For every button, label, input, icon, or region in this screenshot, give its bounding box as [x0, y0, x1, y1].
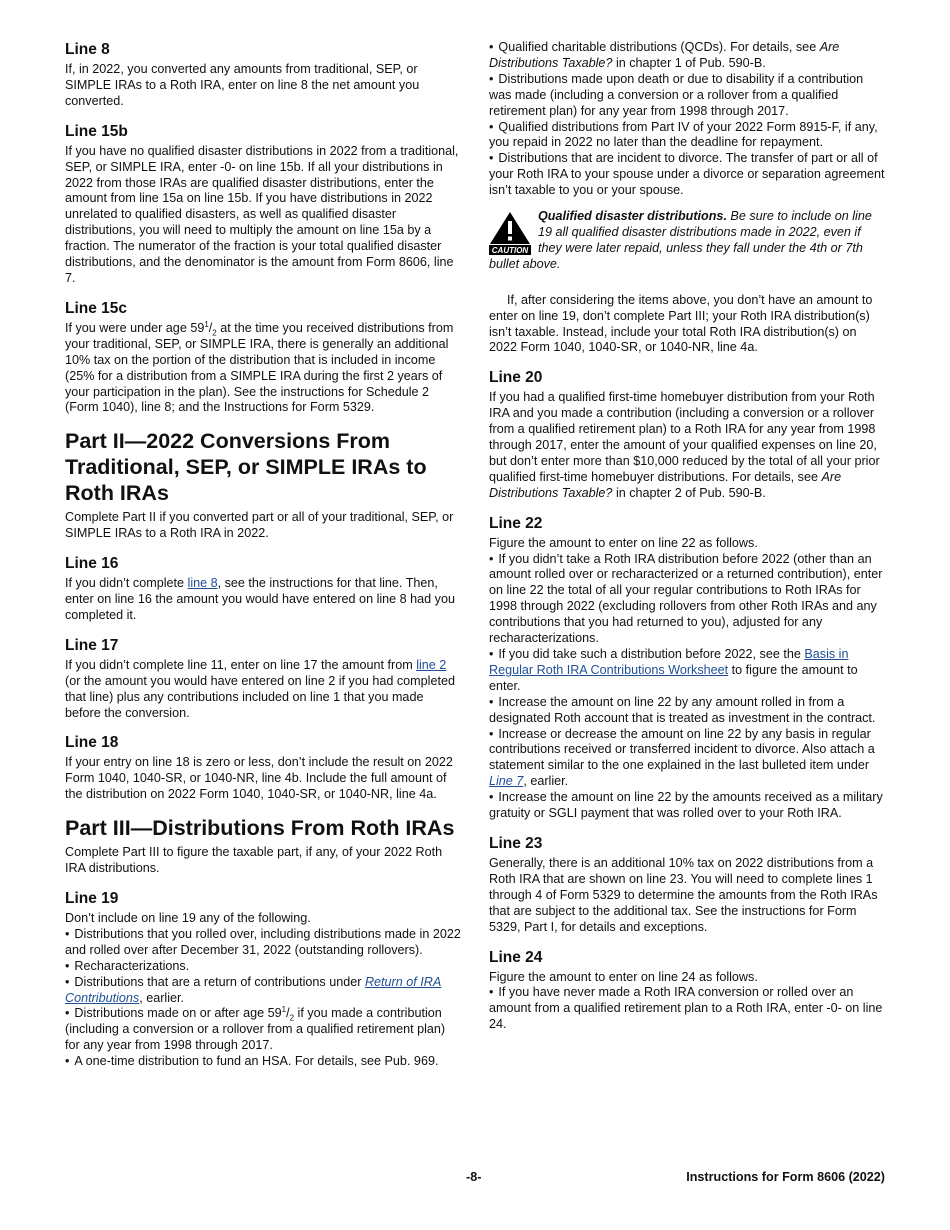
caution-text: Be sure to include on line 19 all qualified disaster distributions made in 2022, even if they were later repaid, unless they fall under the 4th or 7th bullet above.	[489, 209, 872, 271]
bullet-line-19-5: • A one-time distribution to fund an HSA. For details, see Pub. 969.	[65, 1054, 461, 1070]
heading-line-15b: Line 15b	[65, 122, 128, 140]
caution-icon	[489, 211, 531, 255]
text-line-16-pre: If you didn’t complete	[65, 576, 188, 591]
fraction-numerator-2: 1	[281, 1005, 287, 1015]
caution-icon-label: CAUTION	[491, 246, 529, 256]
text-line-15b: If you have no qualified disaster distributions in 2022 from a traditional, SEP, or SIMPLE IRA, enter -0- on line 15b. If all your distributions in 2022 from those IRAs are qualified disaster distributions, enter the amount from line 15a on line 15b. If you have distributions in 2022 unrelated to qualified disasters, as well as qualified disaster distributions, you will need to multiply the amount on line 15a by a fraction. The numerator of the fraction is your total qualified disaster distributions, and the denominator is the amount from Form 8606, line 7.	[65, 143, 459, 285]
fraction-numerator: 1	[204, 319, 209, 329]
heading-line-16: Line 16	[65, 555, 119, 573]
bullet-line-22-5: • Increase the amount on line 22 by the amounts received as a military gratuity or SGLI payment that was rolled over to your Roth IRA.	[489, 790, 885, 822]
heading-line-8: Line 8	[65, 41, 110, 58]
text-line-23: Generally, there is an additional 10% tax on 2022 distributions from a Roth IRA that are shown on line 23. You will need to complete lines 1 through 4 of Form 5329 to determine the amounts from the Roth IRAs that are subject to the additional tax. See the instructions for Form 5329, Part I, for details and exceptions.	[489, 855, 878, 934]
bullet-line-19-3	[65, 975, 461, 1007]
text-line-24-intro: Figure the amount to enter on line 24 as follows.	[489, 969, 758, 984]
text-line-17-pre: If you didn’t complete line 11, enter on line 17 the amount from	[65, 657, 417, 672]
text-line-8: If, in 2022, you converted any amounts from traditional, SEP, or SIMPLE IRAs to a Roth IRA, enter on line 8 the net amount you converted.	[65, 62, 420, 108]
bullet-line-22-4-post: , earlier.	[523, 774, 569, 789]
right-column	[489, 40, 885, 1033]
heading-line-24: Line 24	[489, 948, 543, 966]
link-return-of-ira-contributions-text: Return of IRA Contributions	[65, 974, 442, 1005]
bullet-line-19-6-post: in chapter 1 of Pub. 590-B.	[612, 55, 766, 70]
text-line-20-post: in chapter 2 of Pub. 590-B.	[612, 485, 766, 500]
text-line-17	[65, 658, 461, 722]
bullet-line-22-2	[489, 647, 885, 695]
heading-line-19: Line 19	[65, 890, 119, 907]
text-after-caution: If, after considering the items above, you don’t have an amount to enter on line 19, don’t complete Part III; your Roth IRA distribution(s) isn’t taxable. Instead, include your total Roth IRA distribution(s) on 2022 Form 1040, 1040-SR, or 1040-NR, line 4a.	[489, 292, 873, 355]
bullet-line-22-2-pre: If you did take such a distribution before 2022, see the	[498, 647, 805, 661]
bullet-line-19-6-em: Are Distributions Taxable?	[489, 40, 840, 70]
page-number: -8-	[466, 1170, 482, 1184]
heading-line-23: Line 23	[489, 834, 543, 852]
bullet-line-22-4	[489, 727, 885, 791]
text-line-16-post: , see the instructions for that line. Then, enter on line 16 the amount you would have entered on line 8 had you completed it.	[65, 576, 455, 622]
left-column	[65, 40, 461, 1070]
bullet-line-19-1: • Distributions that you rolled over, including distributions made in 2022 and rolled over after December 31, 2022 (outstanding rollovers).	[65, 927, 461, 959]
text-line-19-intro: Don’t include on line 19 any of the following.	[65, 911, 311, 925]
link-basis-worksheet[interactable]: Basis in Regular Roth IRA Contributions Worksheet	[489, 647, 849, 677]
link-line-8[interactable]: line 8	[187, 576, 218, 591]
bullet-line-22-4-pre: Increase or decrease the amount on line 22 by any basis in regular contributions received or transferred incident to divorce. Also attach a statement similar to the one explained in the last bulleted item under	[489, 726, 875, 773]
caution-bold: Qualified disaster distributions.	[538, 209, 727, 224]
footer-form-title: Instructions for Form 8606 (2022)	[686, 1170, 885, 1184]
text-part-3: Complete Part III to figure the taxable part, if any, of your 2022 Roth IRA distributions.	[65, 845, 443, 876]
heading-part-2: Part II—2022 Conversions From Traditional, SEP, or SIMPLE IRAs to Roth IRAs	[65, 429, 427, 506]
bullet-line-19-6-pre: Qualified charitable distributions (QCDs). For details, see	[498, 40, 820, 54]
heading-line-18: Line 18	[65, 734, 119, 752]
bullet-line-22-1: • If you didn’t take a Roth IRA distribution before 2022 (other than an amount rolled over or recharacterized or a returned contribution), enter on line 22 the total of all your regular contributions to Roth IRAs for 1998 through 2022 (excluding rollovers from other Roth IRAs and any contributions that you had returned to you), adjusted for any recharacterizations.	[489, 552, 885, 647]
bullet-line-19-6	[489, 40, 885, 72]
bullet-line-19-3-pre: Distributions that are a return of contributions under	[74, 974, 365, 989]
text-line-22-intro: Figure the amount to enter on line 22 as follows.	[489, 535, 758, 550]
text-line-17-post: (or the amount you would have entered on line 2 if you had completed that line) plus any contributions included on line 1 that you made before the conversion.	[65, 673, 455, 720]
link-line-7-text: Line 7	[489, 774, 524, 789]
bullet-line-24-1: • If you have never made a Roth IRA conversion or rolled over an amount from a qualified retirement plan to a Roth IRA, enter -0- on line 24.	[489, 985, 885, 1033]
text-line-20-em: Are Distributions Taxable?	[489, 469, 842, 500]
heading-line-20: Line 20	[489, 369, 543, 387]
bullet-line-22-3: • Increase the amount on line 22 by any amount rolled in from a designated Roth account that is treated as investment in the contract.	[489, 695, 885, 727]
text-line-18: If your entry on line 18 is zero or less, don’t include the result on 2022 Form 1040, 1040-SR, or 1040-NR, line 4b. Include the full amount of the distribution on 2022 Form 1040, 1040-SR, or 1040-NR, line 4a.	[65, 755, 453, 802]
text-line-15c: If you were under age $59^1/_2$ at the time you received distributions from your traditional, SEP, or SIMPLE IRA, there is generally an additional 10% tax on the portion of the distribution that is included in income (25% for a distribution from a SIMPLE IRA during the first 2 years of your participation in the plan). See the instructions for Schedule 2 (Form 1040), line 8; and the Instructions for Form 5329.	[65, 319, 454, 415]
link-line-2[interactable]: line 2	[416, 657, 447, 672]
bullet-line-19-4-post: if you made a contribution (including a conversion or a rollover from a qualified retirement plan) for any year from 1998 through 2017.	[65, 1006, 446, 1053]
text-line-16	[65, 576, 461, 624]
bullet-line-19-8: • Qualified distributions from Part IV of your 2022 Form 8915-F, if any, you repaid in 2022 no later than the deadline for repayment.	[489, 120, 885, 152]
fraction-denominator: 2	[212, 328, 217, 338]
caution-box	[489, 209, 885, 273]
heading-line-17: Line 17	[65, 636, 119, 654]
heading-part-3: Part III—Distributions From Roth IRAs	[65, 816, 455, 841]
bullet-line-22-2-post: to figure the amount to enter.	[489, 662, 858, 693]
heading-line-15c: Line 15c	[65, 299, 128, 317]
text-line-20-pre: If you had a qualified first-time homebuyer distribution from your Roth IRA and you made a contribution (including a conversion or a rollover from a qualified retirement plan) to a Roth IRA for any year from 1998 through 2017, enter the amount of your qualified expenses on line 20, but don’t enter more than $10,000 reduced by the total of all your prior qualified first-time homebuyer distributions. For details, see	[489, 390, 880, 484]
text-line-15c-post: at the time you received distributions from your traditional, SEP, or SIMPLE IRA, there is generally an additional 10% tax on the portion of the distribution that is included in income (25% for a distribution from a SIMPLE IRA during the first 2 years of your participation in the plan). See the instructions for Schedule 2 (Form 1040), line 8; and the Instructions for Form 5329.	[65, 320, 454, 415]
text-part-2: Complete Part II if you converted part or all of your traditional, SEP, or SIMPLE IRAs to a Roth IRA in 2022.	[65, 510, 454, 541]
text-line-15c-pre: If you were under age 59	[65, 320, 205, 335]
fraction-denominator-2: 2	[289, 1013, 295, 1023]
link-line-7[interactable]	[489, 774, 523, 788]
bullet-line-19-9: • Distributions that are incident to divorce. The transfer of part or all of your Roth IRA to your spouse under a divorce or separation agreement isn’t taxable to you or your spouse.	[489, 151, 885, 199]
bullet-line-19-2: • Recharacterizations.	[65, 959, 461, 975]
text-line-20	[489, 390, 885, 501]
heading-line-22: Line 22	[489, 514, 543, 532]
bullet-line-19-7: • Distributions made upon death or due to disability if a contribution was made (including a conversion or a rollover from a qualified retirement plan) for any year from 1998 through 2017.	[489, 72, 885, 120]
bullet-line-19-4-pre: Distributions made on or after age 59	[74, 1006, 282, 1021]
bullet-line-19-3-post: , earlier.	[139, 990, 185, 1005]
bullet-line-19-4: • Distributions made on or after age $59^1/_2$ if you made a contribution (including a conversion or a rollover from a qualified retirement plan) for any year from 1998 through 2017.	[65, 1006, 461, 1054]
